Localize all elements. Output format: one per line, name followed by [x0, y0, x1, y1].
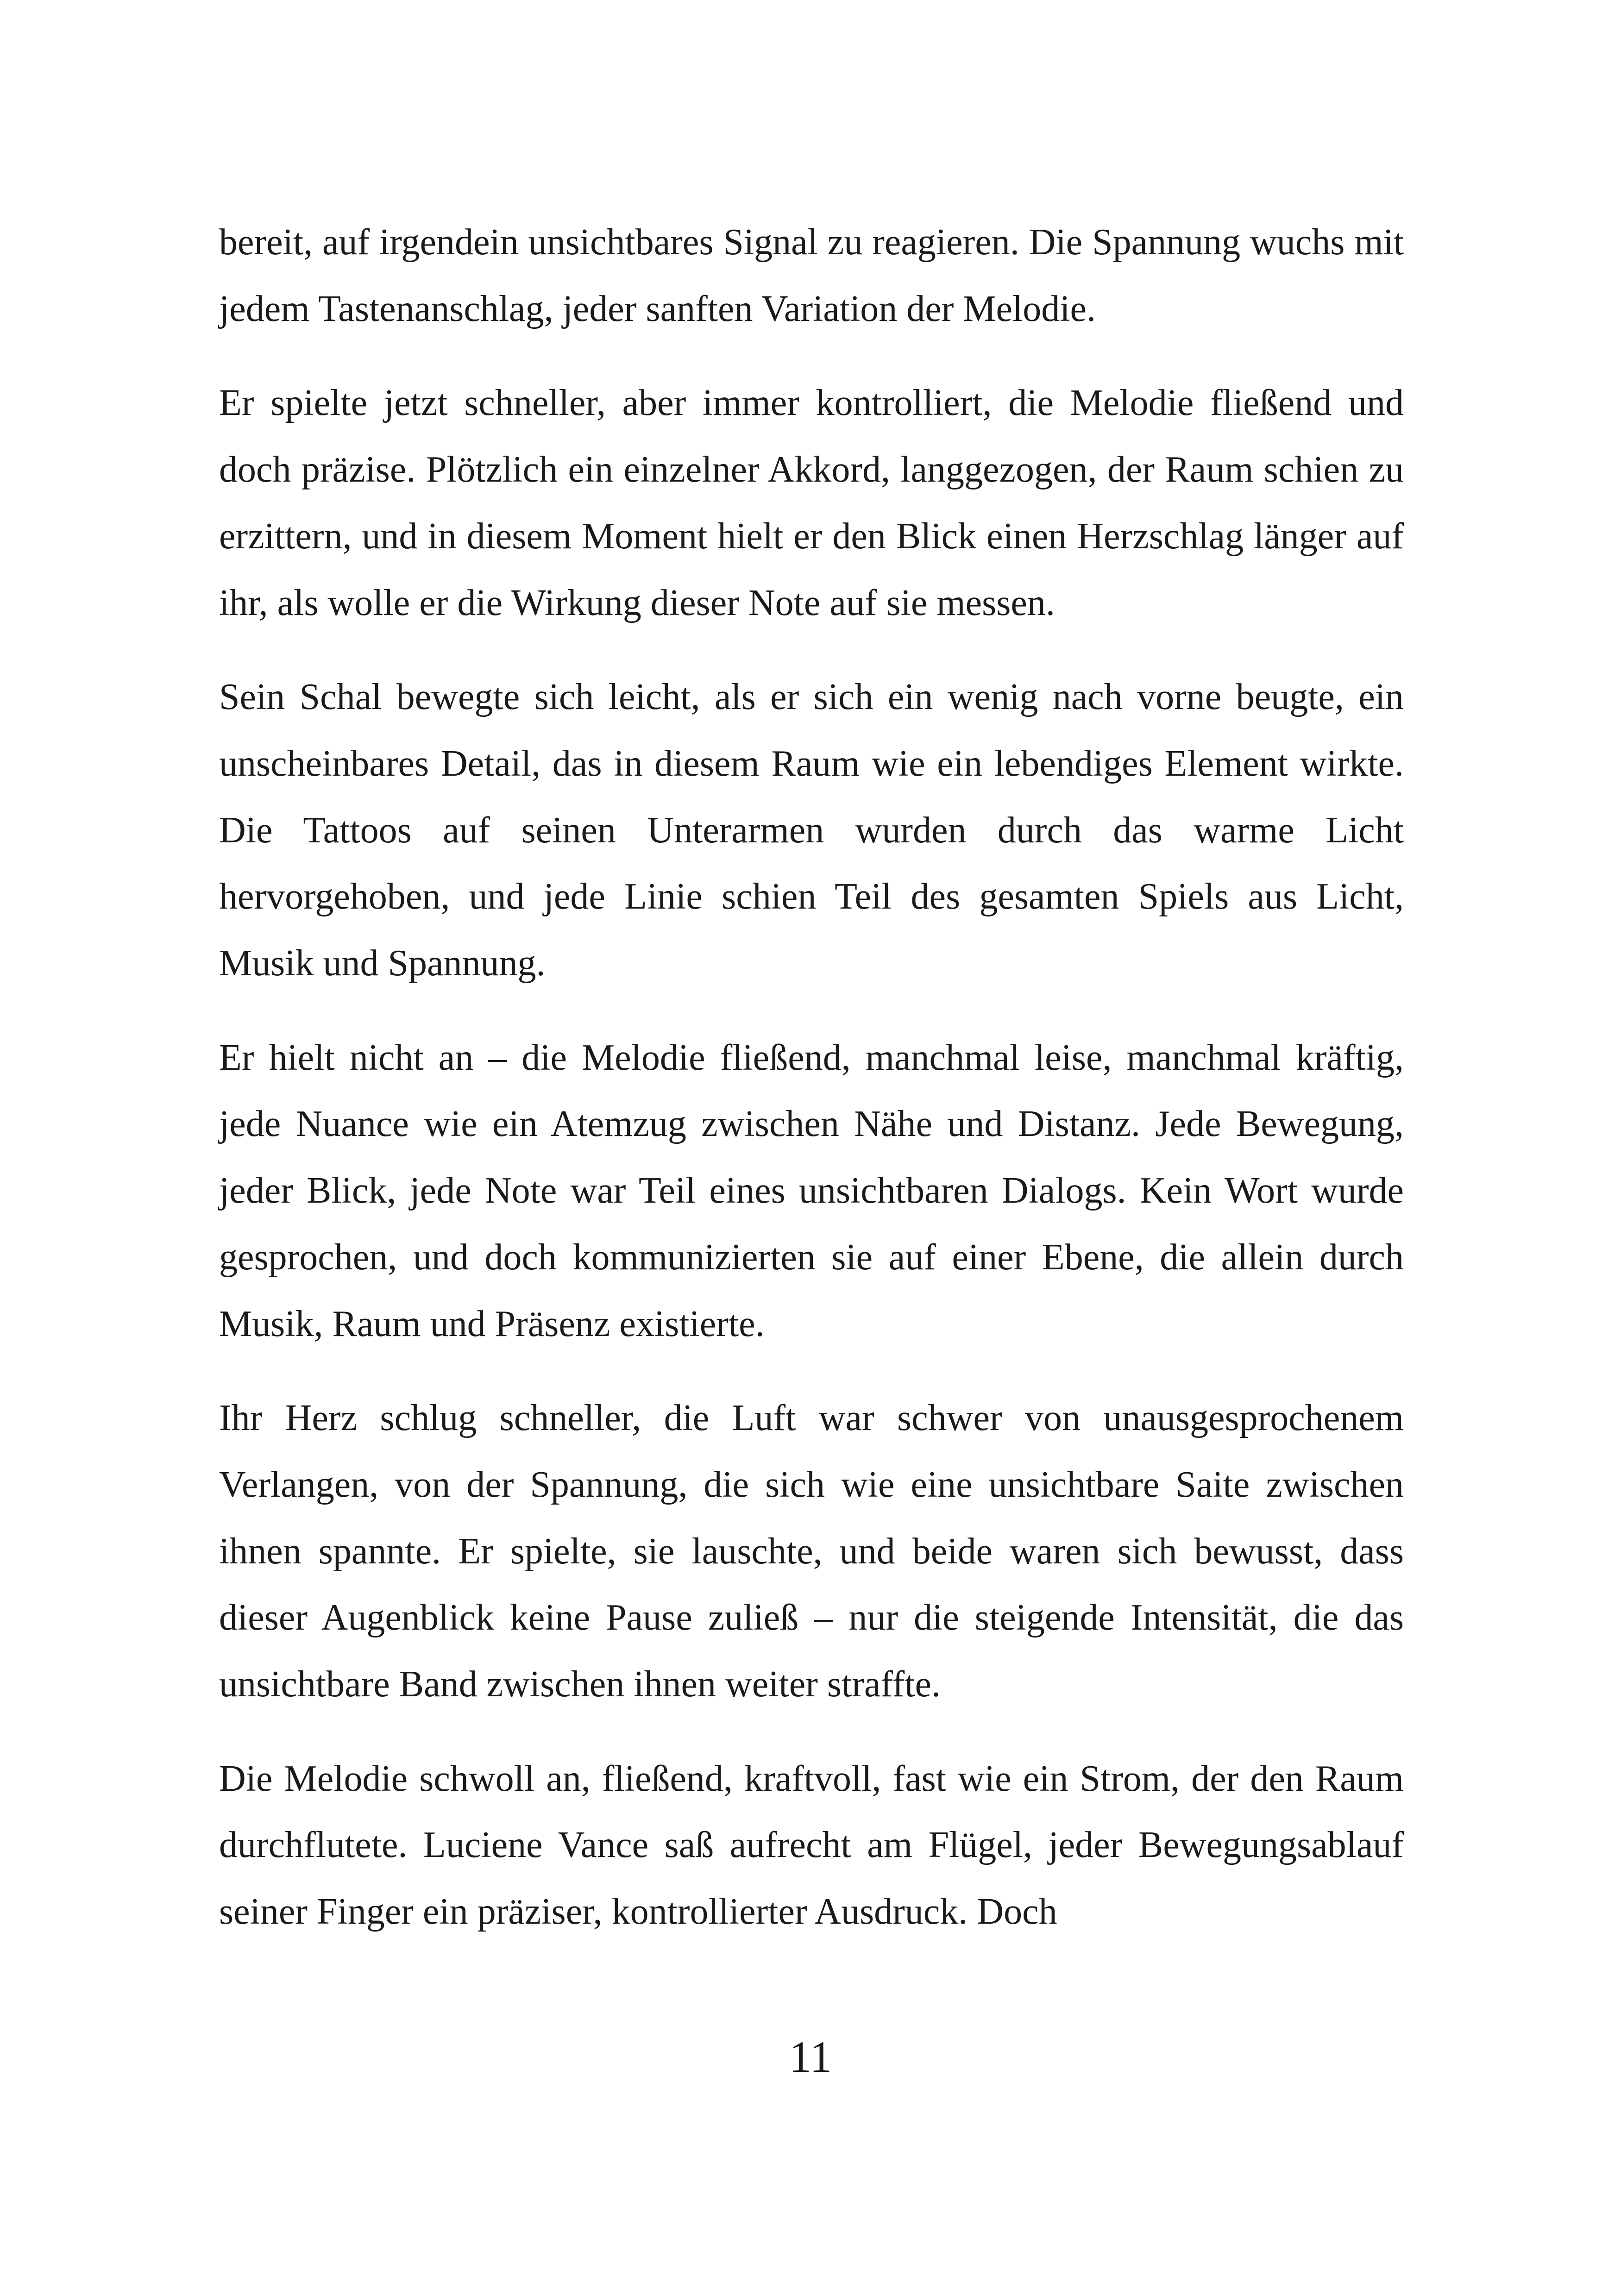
- paragraph-2: Er spielte jetzt schneller, aber immer kontrolliert, die Melodie fließend und doch präzise. Plötzlich ein einzelner Akkord, langgezogen, der Raum schien zu erzittern, und in diesem Moment hielt er den Blick einen Herzschlag länger auf ihr, als wolle er die Wirkung dieser Note auf sie messen.: [219, 383, 1404, 623]
- paragraph-1: bereit, auf irgendein unsichtbares Signal zu reagieren. Die Spannung wuchs mit jedem Tastenanschlag, jeder sanften Variation der Melodie.: [219, 222, 1404, 329]
- paragraph-5: Ihr Herz schlug schneller, die Luft war schwer von unausgesprochenem Verlangen, von der Spannung, die sich wie eine unsichtbare Saite zwischen ihnen spannte. Er spielte, sie lauschte, und beide waren sich bewusst, dass dieser Augenblick keine Pause zuließ – nur die steigende Intensität, die das unsichtbare Band zwischen ihnen weiter straffte.: [219, 1398, 1404, 1705]
- paragraph-6: Die Melodie schwoll an, fließend, kraftvoll, fast wie ein Strom, der den Raum durchflutete. Luciene Vance saß aufrecht am Flügel, jeder Bewegungsablauf seiner Finger ein präziser, kontrollierter Ausdruck. Doch: [219, 1758, 1404, 1932]
- body-text: [219, 209, 1404, 1973]
- paragraph-4: Er hielt nicht an – die Melodie fließend, manchmal leise, manchmal kräftig, jede Nuance wie ein Atemzug zwischen Nähe und Distanz. Jede Bewegung, jeder Blick, jede Note war Teil eines unsichtbaren Dialogs. Kein Wort wurde gesprochen, und doch kommunizierten sie auf einer Ebene, die allein durch Musik, Raum und Präsenz existierte.: [219, 1037, 1404, 1344]
- paragraph-3: Sein Schal bewegte sich leicht, als er sich ein wenig nach vorne beugte, ein unscheinbares Detail, das in diesem Raum wie ein lebendiges Element wirkte. Die Tattoos auf seinen Unterarmen wurden durch das warme Licht hervorgehoben, und jede Linie schien Teil des gesamten Spiels aus Licht, Musik und Spannung.: [219, 677, 1404, 984]
- page-number: 11: [789, 2032, 832, 2082]
